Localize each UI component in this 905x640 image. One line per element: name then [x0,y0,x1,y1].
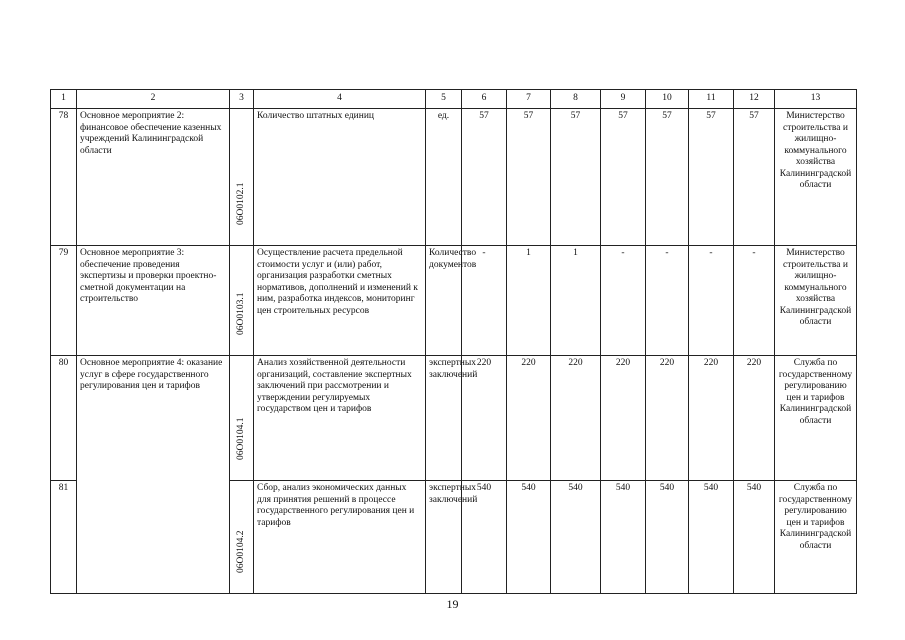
value-cell: 540 [551,481,601,594]
value-cell: 220 [462,356,507,481]
column-header: 13 [775,90,857,109]
value-cell: 57 [507,109,551,246]
column-header: 8 [551,90,601,109]
code-cell [230,246,254,356]
indicator-cell: Осуществление расчета предельной стоимости услуг и (или) работ, организация разработки сметных нормативов, дополнений и изменений к ним, разработка индексов, мониторинг цен строительных ресурсов [254,246,426,356]
value-cell: 220 [689,356,734,481]
column-header: 4 [254,90,426,109]
unit-cell: экспертных заключений [426,356,462,481]
code-cell [230,356,254,481]
value-cell: 540 [689,481,734,594]
value-cell: 540 [462,481,507,594]
indicator-cell: Сбор, анализ экономических данных для принятия решений в процессе государственного регулирования цен и тарифов [254,481,426,594]
table-row [51,356,857,481]
column-header: 2 [77,90,230,109]
value-cell: - [734,246,775,356]
unit-cell: ед. [426,109,462,246]
value-cell: 1 [507,246,551,356]
code-cell [230,481,254,594]
column-header: 9 [601,90,646,109]
column-header: 11 [689,90,734,109]
value-cell: 220 [551,356,601,481]
unit-cell: Количество документов [426,246,462,356]
code-cell [230,109,254,246]
value-cell: 57 [734,109,775,246]
row-number: 80 [51,356,77,481]
value-cell: 220 [734,356,775,481]
column-header: 6 [462,90,507,109]
row-number: 79 [51,246,77,356]
value-cell: 220 [507,356,551,481]
column-header: 7 [507,90,551,109]
row-number: 78 [51,109,77,246]
program-indicators-table [50,89,857,594]
value-cell: 540 [734,481,775,594]
column-header: 10 [646,90,689,109]
executor-cell: Служба по государственному регулированию цен и тарифов Калининградской области [775,481,857,594]
vertical-code: 06О0104.2 [235,530,246,574]
executor-cell: Министерство строительства и жилищно-коммунального хозяйства Калининградской области [775,246,857,356]
table-row [51,246,857,356]
value-cell: 57 [462,109,507,246]
column-header: 3 [230,90,254,109]
value-cell: 540 [601,481,646,594]
value-cell: - [689,246,734,356]
activity-cell: Основное мероприятие 2: финансовое обеспечение казенных учреждений Калининградской области [77,109,230,246]
unit-cell: экспертных заключений [426,481,462,594]
value-cell: 540 [507,481,551,594]
value-cell: - [601,246,646,356]
value-cell: 220 [601,356,646,481]
indicator-cell: Анализ хозяйственной деятельности организаций, составление экспертных заключений при рассмотрении и утверждении регулируемых государством цен и тарифов [254,356,426,481]
value-cell: - [646,246,689,356]
activity-cell: Основное мероприятие 3: обеспечение проведения экспертизы и проверки проектно-сметной документации на строительство [77,246,230,356]
vertical-code: 06О0102.1 [235,182,246,226]
column-header: 1 [51,90,77,109]
value-cell: - [462,246,507,356]
vertical-code: 06О0104.1 [235,417,246,461]
page-number: 19 [446,597,459,611]
value-cell: 1 [551,246,601,356]
value-cell: 57 [551,109,601,246]
column-header: 5 [426,90,462,109]
value-cell: 57 [689,109,734,246]
executor-cell: Министерство строительства и жилищно-коммунального хозяйства Калининградской области [775,109,857,246]
executor-cell: Служба по государственному регулированию цен и тарифов Калининградской области [775,356,857,481]
value-cell: 540 [646,481,689,594]
column-header: 12 [734,90,775,109]
row-number: 81 [51,481,77,594]
activity-cell: Основное мероприятие 4: оказание услуг в сфере государственного регулирования цен и тарифов [77,356,230,594]
header-row [51,90,857,109]
value-cell: 57 [646,109,689,246]
indicator-cell: Количество штатных единиц [254,109,426,246]
vertical-code: 06О0103.1 [235,292,246,336]
table-row [51,109,857,246]
value-cell: 220 [646,356,689,481]
value-cell: 57 [601,109,646,246]
